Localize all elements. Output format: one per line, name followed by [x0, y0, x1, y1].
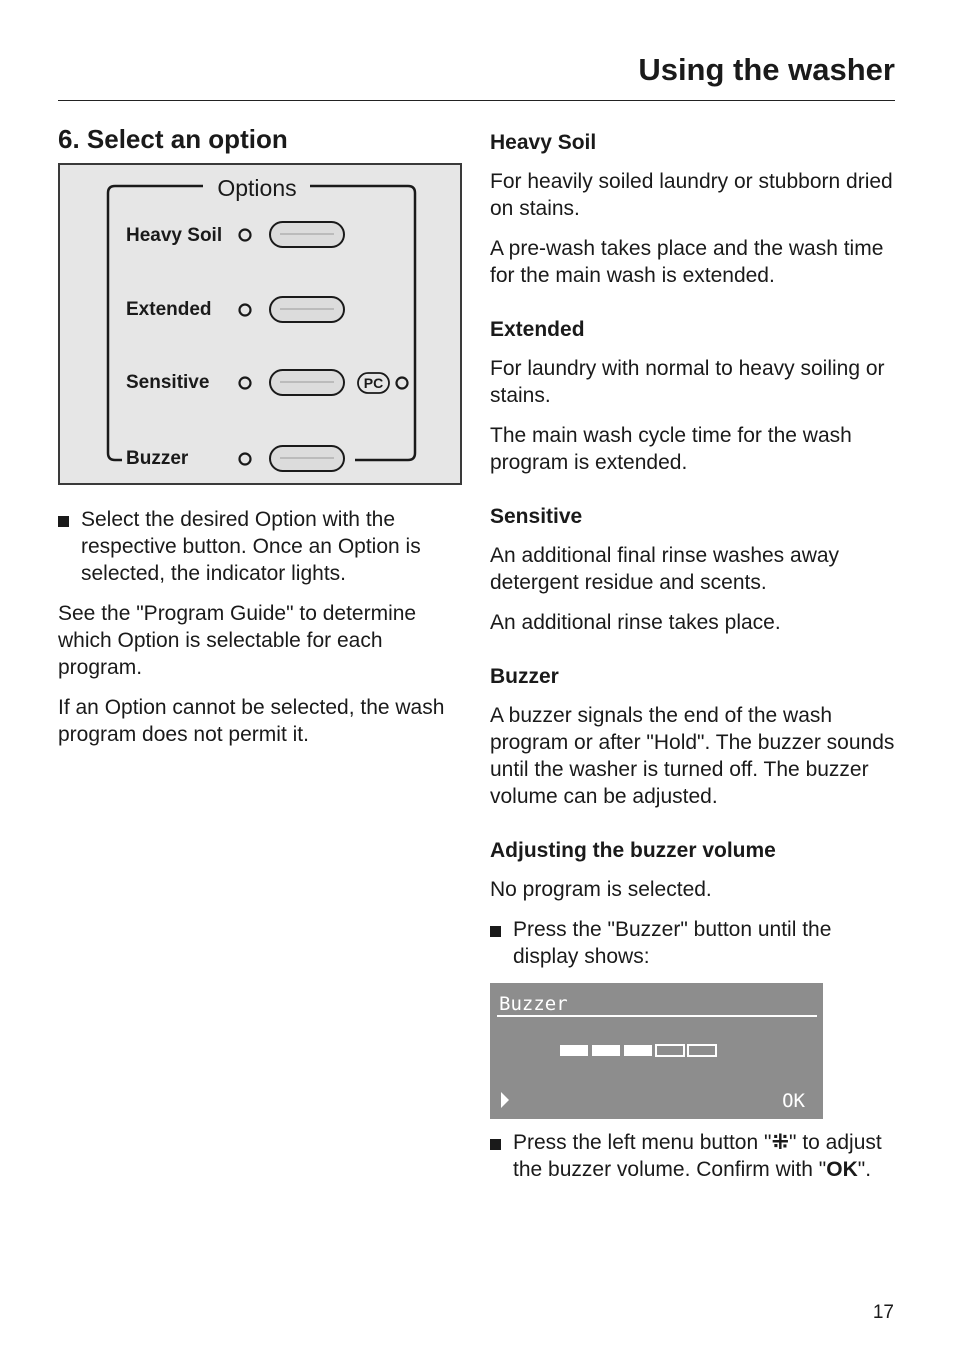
page-header-title: Using the washer [638, 52, 895, 87]
bullet-text: Select the desired Option with the respective button. Once an Option is selected, the indicator lights. [81, 508, 421, 585]
right-column [490, 129, 900, 1196]
option-label-heavy-soil: Heavy Soil [126, 225, 223, 246]
heavy-soil-indicator [240, 230, 251, 241]
volume-segment [592, 1045, 620, 1056]
buzzer-indicator [240, 454, 251, 465]
volume-segment [656, 1045, 684, 1056]
section-title: 6. Select an option [58, 124, 288, 154]
option-label-extended: Extended [126, 299, 212, 320]
sensitive-indicator [240, 378, 251, 389]
options-panel-drawing [60, 165, 460, 483]
pc-badge-label: PC [363, 375, 384, 391]
options-panel [58, 163, 462, 485]
bullet-square [490, 1139, 501, 1150]
program-guide-paragraph: See the "Program Guide" to determine which Option is selectable for each program. [58, 602, 417, 679]
sensitive-desc-2: An additional rinse takes place. [490, 611, 781, 634]
buzzer-display [490, 983, 823, 1119]
heavy-soil-heading: Heavy Soil [490, 131, 597, 154]
bullet-text: Press the "Buzzer" button until the display shows: [513, 918, 832, 968]
panel-title: Options [217, 175, 297, 201]
display-left-arrow-icon[interactable] [501, 1092, 509, 1108]
ok-bold-label: OK [826, 1158, 858, 1181]
bullet-text-part-b: " to adjust the buzzer volume. Confirm with " [513, 1131, 882, 1181]
extended-indicator [240, 305, 251, 316]
page-number: 17 [872, 1302, 894, 1323]
display-ok-label[interactable]: OK [782, 1090, 805, 1112]
buzzer-display-drawing [490, 983, 823, 1119]
option-not-selectable-paragraph: If an Option cannot be selected, the wash program does not permit it. [58, 696, 445, 746]
pc-indicator [397, 378, 408, 389]
left-column [58, 124, 463, 761]
bullet-press-left-menu [490, 1129, 900, 1183]
volume-bar [560, 1045, 716, 1056]
extended-desc-1: For laundry with normal to heavy soiling or stains. [490, 357, 885, 407]
bullet-square [490, 926, 501, 937]
adjust-buzzer-heading: Adjusting the buzzer volume [490, 839, 776, 862]
bullet-text-part-a: Press the left menu button " [513, 1131, 772, 1154]
bullet-square [58, 516, 69, 527]
menu-button-icon: ⁜ [771, 1130, 790, 1154]
bullet-press-buzzer [490, 916, 900, 970]
volume-segment [624, 1045, 652, 1056]
volume-segment [560, 1045, 588, 1056]
sensitive-heading: Sensitive [490, 505, 583, 528]
sensitive-desc-1: An additional final rinse washes away detergent residue and scents. [490, 544, 840, 594]
option-label-buzzer: Buzzer [126, 448, 189, 469]
heavy-soil-desc-2: A pre-wash takes place and the wash time for the main wash is extended. [490, 237, 884, 287]
heavy-soil-desc-1: For heavily soiled laundry or stubborn dried on stains. [490, 170, 893, 220]
volume-segment [688, 1045, 716, 1056]
display-title: Buzzer [499, 993, 568, 1015]
buzzer-desc-1: A buzzer signals the end of the wash program or after "Hold". The buzzer sounds until the washer is turned off. The buzzer volume can be adjusted. [490, 704, 895, 808]
no-program-selected-text: No program is selected. [490, 878, 712, 901]
extended-heading: Extended [490, 318, 585, 341]
extended-desc-2: The main wash cycle time for the wash program is extended. [490, 424, 852, 474]
header-rule [58, 100, 895, 101]
bullet-select-option [58, 506, 463, 587]
option-label-sensitive: Sensitive [126, 372, 210, 393]
bullet-text-part-c: ". [857, 1158, 872, 1181]
buzzer-heading: Buzzer [490, 665, 559, 688]
